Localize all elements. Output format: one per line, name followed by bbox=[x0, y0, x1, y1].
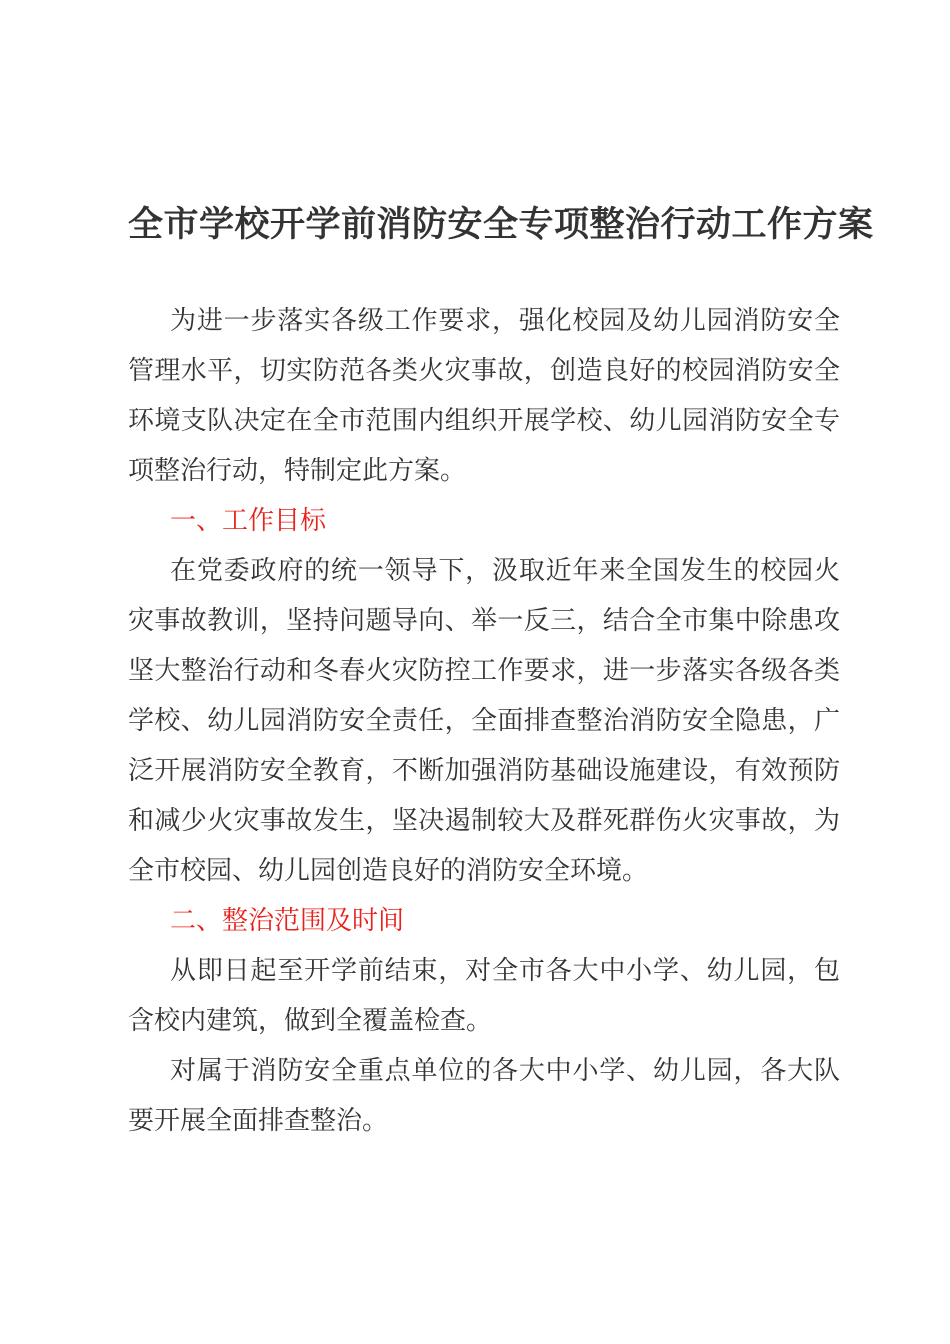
intro-paragraph: 为进一步落实各级工作要求，强化校园及幼儿园消防安全管理水平，切实防范各类火灾事故，创造良好的校园消防安全环境支队决定在全市范围内组织开展学校、幼儿园消防安全专项整治行动，特制定此方案。 bbox=[128, 306, 840, 486]
scope-paragraph-1: 从即日起至开学前结束，对全市各大中小学、幼儿园，包含校内建筑，做到全覆盖检查。 bbox=[128, 956, 840, 1036]
document-title: 全市学校开学前消防安全专项整治行动工作方案 bbox=[128, 205, 874, 245]
goals-paragraph: 在党委政府的统一领导下，汲取近年来全国发生的校园火灾事故教训，坚持问题导向、举一反三，结合全市集中除患攻坚大整治行动和冬春火灾防控工作要求，进一步落实各级各类学校、幼儿园消防安全责任，全面排查整治消防安全隐患，广泛开展消防安全教育，不断加强消防基础设施建设，有效预防和减少火灾事故发生，坚决遏制较大及群死群伤火灾事故，为全市校园、幼儿园创造良好的消防安全环境。 bbox=[128, 556, 840, 886]
section-heading-scope: 二、整治范围及时间 bbox=[170, 906, 405, 936]
section-heading-goals: 一、工作目标 bbox=[170, 506, 327, 536]
scope-paragraph-2: 对属于消防安全重点单位的各大中小学、幼儿园，各大队要开展全面排查整治。 bbox=[128, 1056, 840, 1136]
document-body bbox=[128, 296, 840, 1146]
